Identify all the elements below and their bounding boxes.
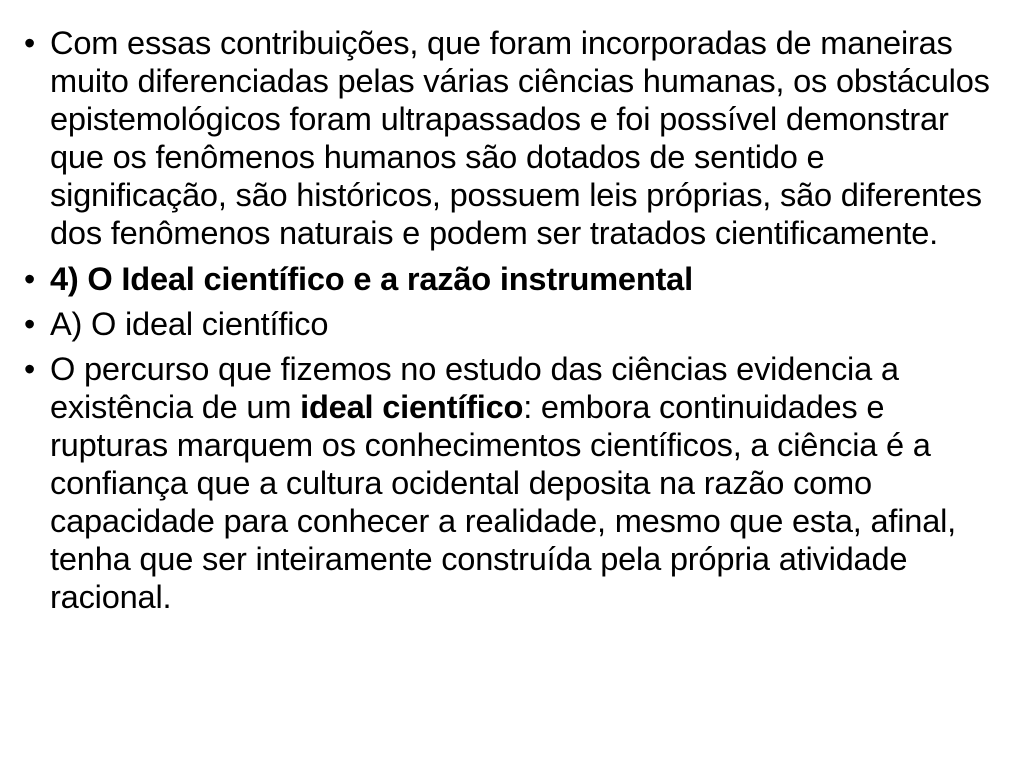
bullet-list [24,24,1009,623]
bullet-mark: • [24,305,36,342]
bullet-mark: • [24,25,36,61]
bullet-mark: • [24,260,36,297]
bullet-item-section-heading [24,260,1009,298]
bullet-text-before: O percurso que fizemos no estudo das ciências evidencia a existência de um [50,349,899,425]
bullet-text: Com essas contribuições, que foram incorporadas de maneiras muito diferenciadas pelas várias ciências humanas, os obstáculos epistemológicos foram ultrapassados e foi possível demonstrar que os fenômenos humanos são dotados de sentido e significação, são históricos, possuem leis próprias, são diferentes dos fenômenos naturais e podem ser tratados cientificamente. [50,24,990,252]
bullet-item-contributions [24,24,1009,253]
bullet-mark: • [24,350,36,387]
bold-term: ideal científico [300,387,524,425]
bullet-item-subheading [24,305,1009,343]
section-heading: 4) O Ideal científico e a razão instrumental [50,259,693,297]
bullet-item-scientific-ideal [24,350,1009,617]
subheading: A) O ideal científico [50,304,329,342]
bullet-text-after: : embora continuidades e rupturas marquem os conhecimentos científicos, a ciência é a confiança que a cultura ocidental deposita na razão como capacidade para conhecer a realidade, mesmo que esta, afinal, tenha que ser inteiramente construída pela própria atividade racional. [50,387,957,616]
